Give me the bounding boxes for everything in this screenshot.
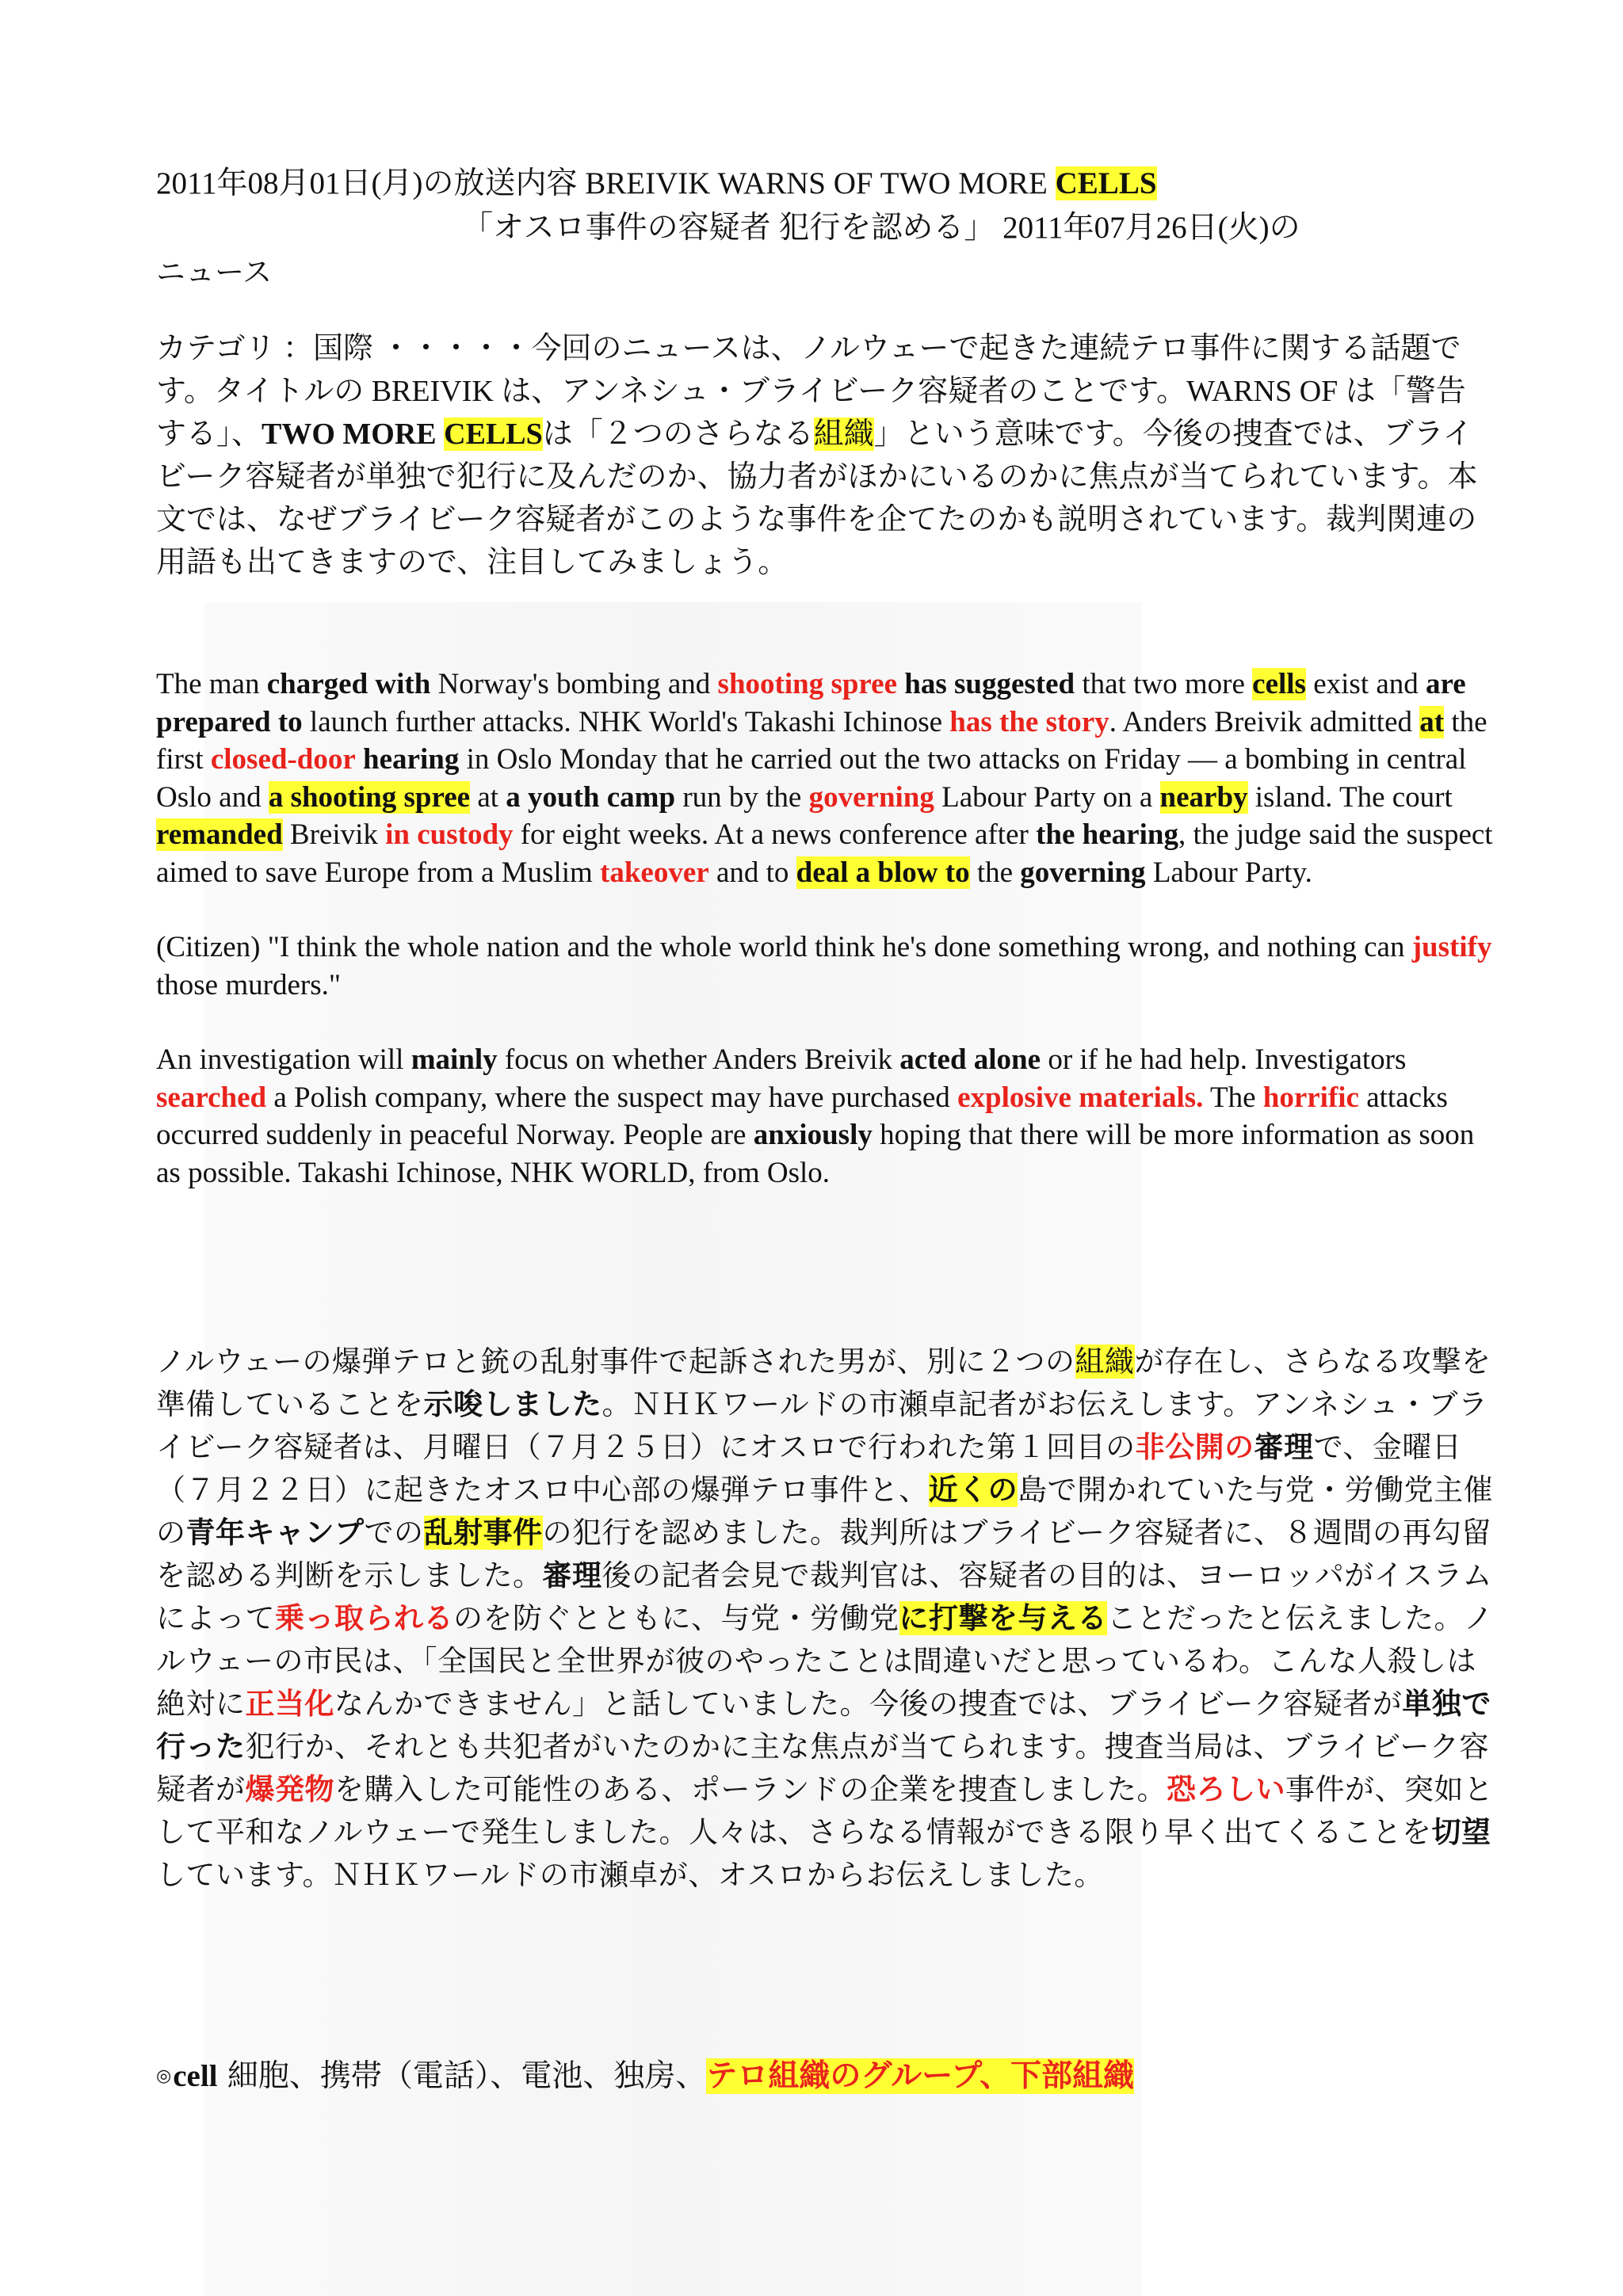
term-highlight: に打撃を与える bbox=[899, 1601, 1107, 1635]
term: hearing bbox=[363, 743, 460, 776]
term-red: in custody bbox=[385, 818, 514, 851]
intro-text: は「２つのさらなる bbox=[542, 418, 814, 451]
text: that two more bbox=[1075, 668, 1253, 700]
text: , the judge said the suspect aimed to save Europe from a Muslim bbox=[156, 818, 1493, 889]
text: なんかできません」と話していました。今後の捜査では、ブライビーク容疑者が bbox=[334, 1687, 1403, 1721]
text: (Citizen) "I think the whole nation and the whole world think he's done something wrong, and nothing can bbox=[156, 931, 1412, 963]
text: Norway's bombing and bbox=[430, 668, 718, 700]
text: 後の記者会見で裁判官は、容疑者の目的は、ヨーロッパがイスラムによって bbox=[156, 1558, 1493, 1635]
text bbox=[356, 743, 363, 776]
term: 単独で行った bbox=[156, 1687, 1491, 1764]
english-paragraph-1 bbox=[156, 666, 1503, 891]
vocab-note bbox=[156, 2054, 1487, 2099]
text: Labour Party. bbox=[1145, 856, 1312, 889]
term-red: takeover bbox=[600, 856, 709, 889]
text: those murders." bbox=[156, 968, 341, 1001]
text: 犯行か、それとも共犯者がいたのかに主な焦点が当てられます。捜査当局は、ブライビーク容疑者が bbox=[156, 1730, 1489, 1806]
text: run by the bbox=[675, 780, 809, 814]
term-red: 爆発物 bbox=[245, 1772, 334, 1806]
vocab-word: cell bbox=[173, 2059, 218, 2093]
term-highlight: 乱射事件 bbox=[423, 1516, 543, 1550]
header-line-1 bbox=[156, 162, 1487, 206]
term-red: 恐ろしい bbox=[1167, 1772, 1285, 1806]
text: を購入した可能性のある、ポーランドの企業を捜査しました。 bbox=[334, 1772, 1167, 1806]
term-red: shooting spree bbox=[717, 668, 898, 700]
text: 。ＮＨＫワールドの市瀬卓記者がお伝えします。アンネシュ・ブライビーク容疑者は、月曜日（７月２５日）にオスロで行われた第１回目の bbox=[156, 1387, 1488, 1464]
term: 審理 bbox=[542, 1558, 602, 1592]
term-red: closed-door bbox=[210, 743, 356, 776]
intro-cells-highlight: CELLS bbox=[444, 418, 543, 451]
text: at bbox=[470, 780, 506, 814]
text: An investigation will bbox=[156, 1043, 411, 1076]
english-paragraph-3 bbox=[156, 1041, 1503, 1192]
term-highlight: 近くの bbox=[928, 1473, 1018, 1507]
text: ことだったと伝えました。ノルウェーの市民は、「全国民と全世界が彼のやったことは間違いだと思っているわ。こんな人殺しは絶対に bbox=[156, 1601, 1494, 1721]
text: で、金曜日（７月２２日）に起きたオスロ中心部の爆弾テロ事件と、 bbox=[156, 1430, 1462, 1507]
text: a Polish company, where the suspect may have purchased bbox=[266, 1081, 958, 1114]
intro-text: 」という意味です。今後の捜査では、ブライビーク容疑者が単独で犯行に及んだのか、協力者がほかにいるのかに焦点が当てられています。本文では、なぜブライビーク容疑者がこのような事件を企てたのかも説明されています。裁判関連の用語も出てきますので、注目してみましょう。 bbox=[156, 418, 1478, 579]
text: The bbox=[1203, 1081, 1263, 1114]
text: attacks occurred suddenly in peaceful Norway. People are bbox=[156, 1081, 1448, 1151]
text: launch further attacks. NHK World's Takashi Ichinose bbox=[302, 705, 950, 738]
text: ノルウェーの爆弾テロと銃の乱射事件で起訴された男が、別に２つの bbox=[156, 1344, 1075, 1379]
english-paragraph-2 bbox=[156, 929, 1503, 1004]
term: 示唆しました bbox=[423, 1387, 602, 1421]
term: charged with bbox=[266, 668, 431, 700]
text: Breivik bbox=[282, 818, 386, 851]
text: が存在し、さらなる攻撃を準備していることを bbox=[156, 1344, 1491, 1421]
term: are prepared to bbox=[156, 668, 1466, 738]
term-highlight: nearby bbox=[1159, 780, 1248, 814]
intro-paragraph bbox=[156, 327, 1495, 584]
term: a youth camp bbox=[506, 780, 676, 814]
intro-text: カテゴリ ：国際 ・・・・・今回のニュースは、ノルウェーで起きた連続テロ事件に関する話題です。タイトルの BREIVIK は、アンネシュ・ブライビーク容疑者のことです。WARNS OF は「警告する」、 bbox=[156, 332, 1466, 451]
text: for eight weeks. At a news conference after bbox=[513, 818, 1037, 851]
text: 島で開かれていた与党・労働党主催の bbox=[156, 1473, 1494, 1550]
term: anxiously bbox=[753, 1119, 873, 1151]
text: focus on whether Anders Breivik bbox=[497, 1043, 900, 1076]
text: のを防ぐとともに、与党・労働党 bbox=[453, 1601, 899, 1635]
term-red: 正当化 bbox=[245, 1687, 334, 1721]
term-highlight: deal a blow to bbox=[796, 856, 970, 889]
text bbox=[897, 668, 904, 700]
bullet-mark-icon: ◎ bbox=[156, 2065, 172, 2085]
english-transcript bbox=[156, 666, 1503, 1192]
text: exist and bbox=[1305, 668, 1426, 700]
text: the bbox=[969, 856, 1021, 889]
text: での bbox=[364, 1516, 424, 1550]
term-red: explosive materials. bbox=[957, 1081, 1204, 1114]
text: hoping that there will be more information as soon as possible. Takashi Ichinose, NHK WORLD, from Oslo. bbox=[156, 1119, 1475, 1189]
term-red: horrific bbox=[1262, 1081, 1359, 1114]
intro-bold: TWO MORE bbox=[262, 418, 445, 451]
text: The man bbox=[156, 668, 267, 700]
term: 青年キャンプ bbox=[185, 1516, 365, 1550]
term-highlight: cells bbox=[1252, 668, 1306, 700]
text: and to bbox=[708, 856, 796, 889]
vocab-meanings: 細胞、携帯（電話）、電池、独房、 bbox=[217, 2058, 707, 2094]
term-highlight: at bbox=[1419, 705, 1445, 738]
term-highlight: 組織 bbox=[1075, 1344, 1135, 1379]
header-cells-highlight: CELLS bbox=[1055, 166, 1157, 200]
term-red: 乗っ取られる bbox=[275, 1601, 453, 1635]
vocab-highlight: テロ組織のグループ、下部組織 bbox=[706, 2058, 1135, 2094]
term: acted alone bbox=[899, 1043, 1041, 1076]
term: mainly bbox=[411, 1043, 498, 1076]
term-highlight: remanded bbox=[156, 818, 283, 851]
text: Labour Party on a bbox=[934, 780, 1160, 814]
text: 事件が、突如として平和なノルウェーで発生しました。人々は、さらなる情報ができる限り早く出てくることを bbox=[156, 1772, 1494, 1849]
japanese-translation bbox=[156, 1341, 1495, 1897]
intro-soshiki-highlight: 組織 bbox=[813, 418, 874, 451]
term: 審理 bbox=[1254, 1430, 1314, 1464]
header-line-2: 「オスロ事件の容疑者 犯行を認める」 2011年07月26日(火)の bbox=[462, 211, 1300, 245]
text: . Anders Breivik admitted bbox=[1109, 705, 1420, 738]
term-red: has the story bbox=[949, 705, 1109, 738]
term-red: governing bbox=[808, 780, 934, 814]
term-red: 非公開の bbox=[1135, 1430, 1254, 1464]
term-red: searched bbox=[156, 1081, 267, 1114]
term-red: justify bbox=[1411, 931, 1492, 963]
header-line-3: ニュース bbox=[156, 255, 273, 289]
text: しています。ＮＨＫワールドの市瀬卓が、オスロからお伝えしました。 bbox=[156, 1858, 1104, 1892]
term: has suggested bbox=[904, 668, 1075, 700]
text: in Oslo Monday that he carried out the two attacks on Friday — a bombing in central Oslo and bbox=[156, 743, 1467, 814]
text: の犯行を認めました。裁判所はブライビーク容疑者に、８週間の再勾留を認める判断を示しました。 bbox=[156, 1516, 1491, 1592]
text: or if he had help. Investigators bbox=[1041, 1043, 1407, 1076]
text: the first bbox=[156, 705, 1487, 776]
term: governing bbox=[1020, 856, 1146, 889]
term-highlight: a shooting spree bbox=[268, 780, 471, 814]
term: 切望 bbox=[1431, 1815, 1491, 1849]
term: the hearing bbox=[1036, 818, 1178, 851]
header-date-title: 2011年08月01日(月)の放送内容 BREIVIK WARNS OF TWO MORE bbox=[156, 166, 1056, 200]
text: island. The court bbox=[1247, 780, 1453, 814]
